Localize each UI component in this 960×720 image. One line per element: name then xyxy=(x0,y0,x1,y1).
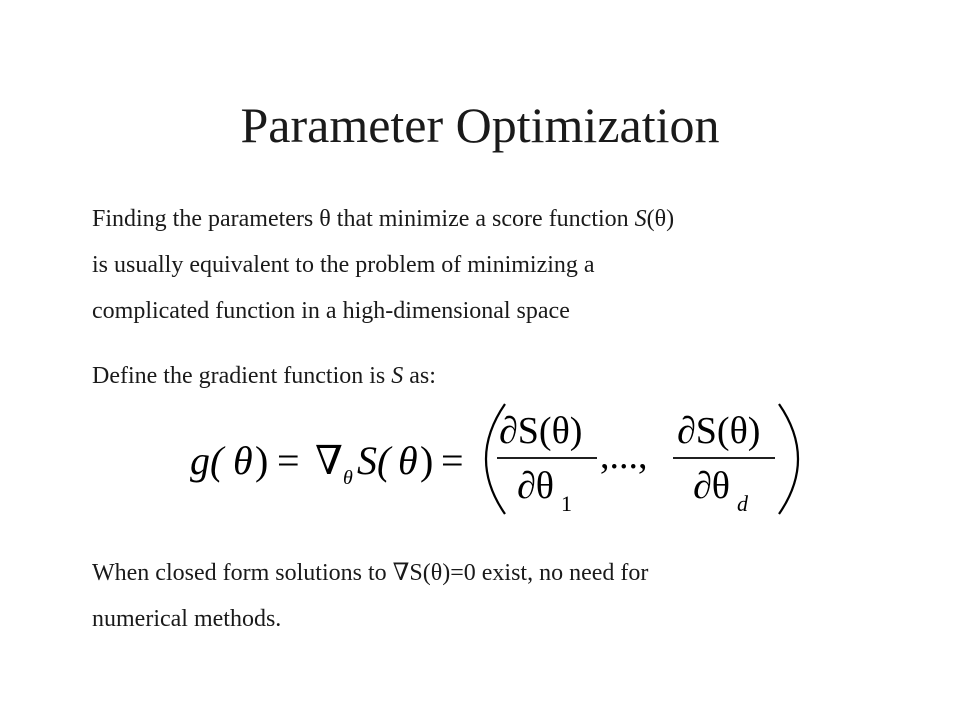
formula-ellipsis: ,..., xyxy=(600,435,648,477)
formula-s-close: ) xyxy=(420,438,434,483)
paragraph-closed-form xyxy=(92,550,892,642)
paragraph-line: numerical methods. xyxy=(92,606,282,632)
fraction1-numerator: ∂S(θ) xyxy=(499,410,583,452)
paragraph-line: is usually equivalent to the problem of minimizing a xyxy=(92,252,595,278)
formula-lhs-close: ) xyxy=(255,438,269,483)
formula-equals: = xyxy=(277,438,300,483)
fraction2-subscript: d xyxy=(737,491,748,516)
paragraph-optimization-intro xyxy=(92,196,892,334)
gradient-formula-svg xyxy=(185,398,805,520)
fraction2-numerator: ∂S(θ) xyxy=(677,410,761,452)
text-segment: as: xyxy=(403,363,436,389)
formula-equals-2: = xyxy=(441,438,464,483)
text-segment: Finding the parameters θ that minimize a score function xyxy=(92,206,635,232)
text-segment: (θ) xyxy=(646,206,675,232)
nabla-subscript: θ xyxy=(343,467,353,489)
nabla-icon: ∇ xyxy=(315,438,343,483)
text-segment: Define the gradient function is xyxy=(92,363,392,389)
formula-lhs-g: g( xyxy=(190,438,224,483)
slide-title: Parameter Optimization xyxy=(240,97,720,153)
fraction1-subscript: 1 xyxy=(561,491,572,516)
score-function-symbol: S xyxy=(391,363,404,389)
right-paren xyxy=(779,404,798,514)
formula-s-fn: S( xyxy=(357,438,391,483)
formula-s-theta: θ xyxy=(398,438,418,483)
paragraph-line xyxy=(92,353,892,399)
paragraph-line xyxy=(92,196,892,242)
fraction1-denominator: ∂θ xyxy=(517,465,554,507)
fraction2-denominator: ∂θ xyxy=(693,465,730,507)
score-function-symbol: S xyxy=(634,206,647,232)
paragraph-gradient-definition xyxy=(92,353,892,399)
paragraph-line: When closed form solutions to ∇S(θ)=0 exist, no need for xyxy=(92,560,649,586)
formula-lhs-theta: θ xyxy=(233,438,253,483)
paragraph-line: complicated function in a high-dimensional space xyxy=(92,298,570,324)
gradient-formula xyxy=(185,398,805,520)
